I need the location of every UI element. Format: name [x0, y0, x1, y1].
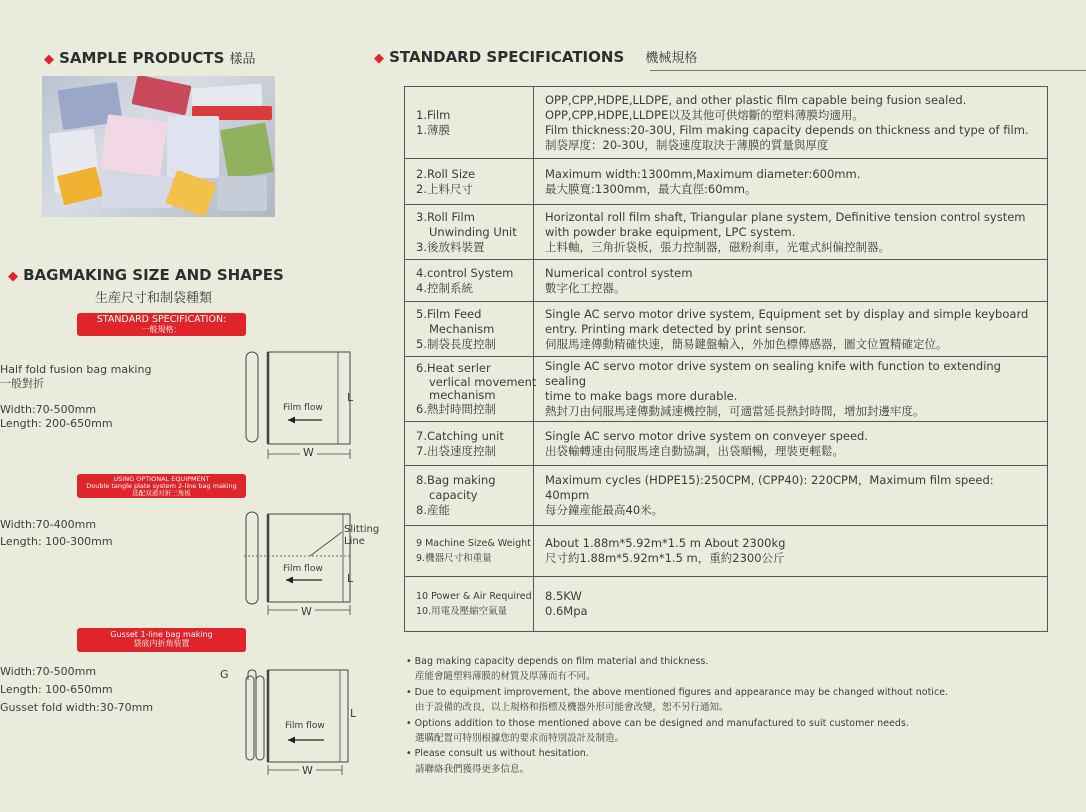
table-row: 4.control System 4.控制系統 Numerical control system 數字化工控器。: [405, 260, 1048, 302]
section3-dimensions: Width:70-500mm Length: 100-650mm Gusset fold width:30-70mm: [0, 665, 154, 714]
table-row: 1.Film 1.薄膜 OPP,CPP,HDPE,LLDPE, and other plastic film capable being fusion sealed. OPP,CPP,HDPE,LLDPE以及其他可供熔斷的塑料薄膜均適用。 Film thickness:20-30U, Film making capacity depends on thickness and type of film. 制袋厚度：20-30U，制袋速度取決于薄膜的質量與厚度: [405, 87, 1048, 159]
length-label: L: [350, 707, 357, 720]
optional-equipment-bar: USING OPTIONAL EQUIPMENT Double tangle plate system 2-line bag making 选配双道对折三角板: [77, 474, 246, 498]
table-row: 8.Bag making capacity 8.産能 Maximum cycles (HDPE15):250CPM, (CPP40): 220CPM，Maximum film speed: 40mpm 每分鐘産能最高40米。: [405, 466, 1048, 526]
width-label: W: [300, 446, 317, 459]
table-row: 3.Roll Film Unwinding Unit 3.後放料裝置 Horizontal roll film shaft, Triangular plane system, Definitive tension control system with powder brake equipment, LPC system. 上料軸，三角折袋板，張力控制器，磁粉刹車，光電式糾偏控制器。: [405, 205, 1048, 260]
gusset-label: G: [220, 668, 229, 681]
bagmaking-subtitle: 生産尺寸和制袋種類: [95, 291, 213, 306]
section1-dimensions: Half fold fusion bag making 一般對折 Width:70-500mm Length: 200-650mm: [0, 363, 152, 430]
section2-dimensions: Width:70-400mm Length: 100-300mm: [0, 518, 113, 548]
diamond-icon: ◆: [44, 52, 54, 67]
length-label: L: [347, 572, 354, 585]
table-row: 7.Catching unit 7.出袋速度控制 Single AC servo motor drive system on conveyer speed. 出袋輸轉速由伺服馬達自動協調，出袋順暢，理裝更輕鬆。: [405, 422, 1048, 466]
table-row: 2.Roll Size 2.上料尺寸 Maximum width:1300mm,Maximum diameter:600mm. 最大膜寬:1300mm，最大直徑:60mm。: [405, 159, 1048, 205]
heading-rule: [650, 70, 1086, 71]
width-label: W: [299, 764, 316, 777]
standard-spec-bar: STANDARD SPECIFICATION: 一般規格：: [77, 313, 246, 336]
film-flow-label: Film flow: [283, 564, 323, 574]
table-row: 6.Heat serler verlical movement mechanism 6.熱封時間控制 Single AC servo motor drive system on sealing knife with function to extending sealing time to make bags more durable. 熱封刀由伺服馬達傳動減速機控制，可適當延長熱封時間，增加封邊牢度。: [405, 357, 1048, 422]
table-row: 9 Machine Size& Weight 9.機器尺寸和重量 About 1.88m*5.92m*1.5 m About 2300kg 尺寸約1.88m*5.92m*1.5 m，重約2300公斤: [405, 526, 1048, 577]
bagmaking-heading: ◆ BAGMAKING SIZE AND SHAPES: [8, 266, 284, 284]
table-row: 5.Film Feed Mechanism 5.制袋長度控制 Single AC servo motor drive system, Equipment set by display and simple keyboard entry. Printing mark detected by print sensor. 伺服馬達傳動精確快速，簡易鍵盤輸入，外加色標傳感器，圖文位置精確定位。: [405, 302, 1048, 357]
diamond-icon: ◆: [374, 51, 384, 66]
slitting-line-label: Slitting Line: [344, 524, 380, 547]
specifications-table: [404, 86, 1048, 632]
table-row: 10 Power & Air Required 10.用電及壓縮空氣量 8.5KW 0.6Mpa: [405, 577, 1048, 632]
sample-products-photo: [42, 76, 275, 217]
diamond-icon: ◆: [8, 269, 18, 284]
sample-products-heading: ◆ SAMPLE PRODUCTS 樣品: [44, 49, 256, 67]
film-flow-label: Film flow: [283, 403, 323, 413]
film-flow-label: Film flow: [285, 721, 325, 731]
specifications-heading: ◆ STANDARD SPECIFICATIONS 機械規格: [374, 48, 698, 66]
width-label: W: [298, 605, 315, 618]
length-label: L: [347, 391, 354, 404]
footnotes: • Bag making capacity depends on film material and thickness. 産能會隨塑料薄膜的材質及厚薄而有不同。 • Due to equipment improvement, the above mentioned figures and appearance may be changed without notice. 由于設備的改良，以上規格和指標及機器外形可能會改變，恕不另行通知。 • Options addition to those mentioned above can be designed and manufactured to suit customer needs. 選購配置可特別根據您的要求而特別設計及制造。 • Please consult us without hesitation. 請聯絡我們獲得更多信息。: [406, 656, 949, 775]
gusset-bar: Gusset 1-line bag making 袋底内折角装置: [77, 628, 246, 652]
